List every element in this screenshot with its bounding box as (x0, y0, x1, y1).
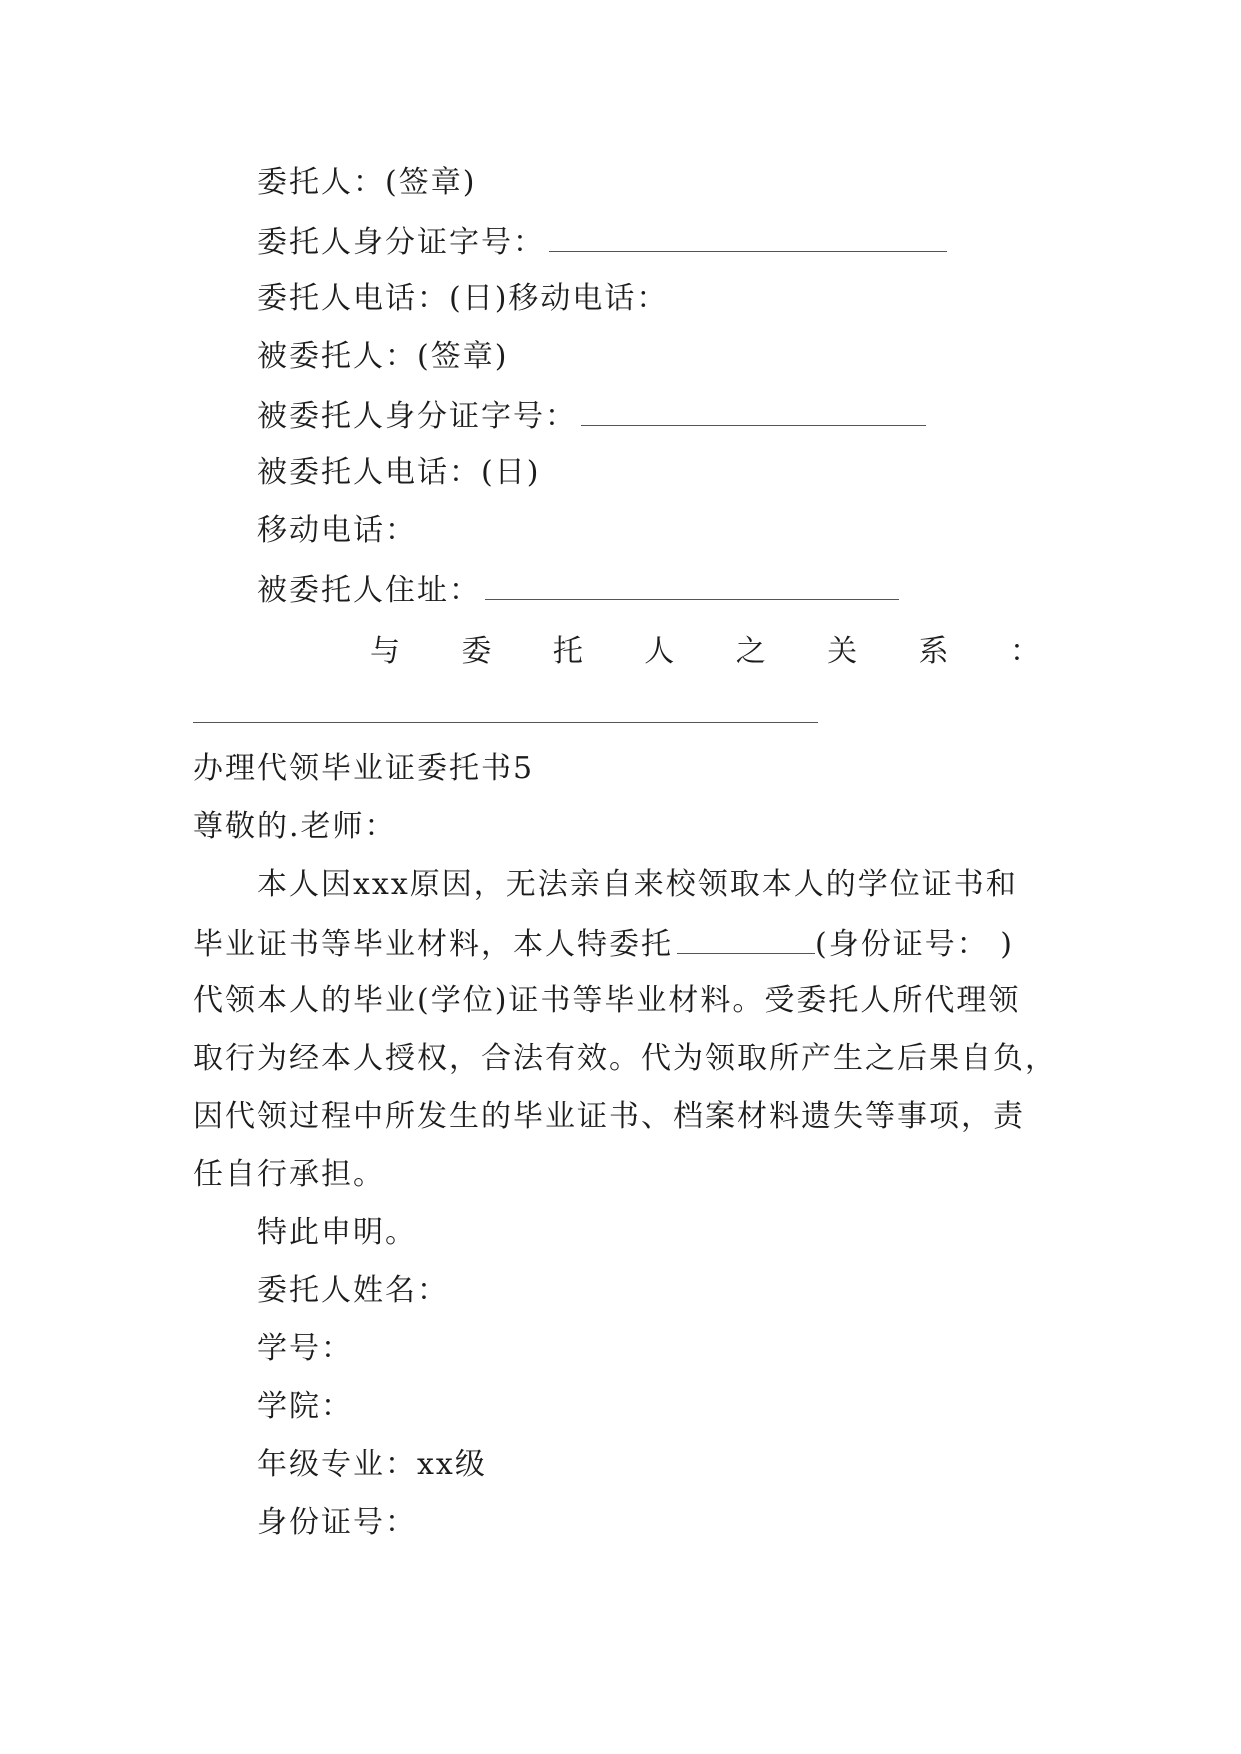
relation-char: 委 (461, 634, 492, 669)
client-signature-line: 委托人：(签章) (257, 165, 477, 200)
client-phone-line: 委托人电话：(日)移动电话： (257, 281, 669, 316)
section-title: 办理代领毕业证委托书5 (193, 751, 535, 786)
declaration: 特此申明。 (257, 1215, 417, 1250)
field-college: 学院： (257, 1389, 353, 1424)
agent-signature-line: 被委托人：(签章) (257, 339, 509, 374)
paragraph-line: 取行为经本人授权，合法有效。代为领取所产生之后果自负， (193, 1041, 1057, 1076)
relation-char: 与 (370, 634, 400, 669)
relation-char: 之 (735, 634, 766, 669)
relation-blank-rule (193, 722, 818, 723)
paragraph-line: 代领本人的毕业(学位)证书等毕业材料。受委托人所代理领 (193, 983, 1021, 1018)
paragraph-text: (身份证号： ) (815, 927, 1014, 962)
agent-address-label: 被委托人住址： (257, 573, 481, 608)
relation-char: 人 (644, 634, 675, 669)
agent-id-line (257, 395, 926, 437)
paragraph-line: 任自行承担。 (193, 1157, 385, 1192)
relation-char: 托 (552, 634, 583, 669)
client-id-line (257, 221, 947, 263)
agent-id-blank (581, 395, 926, 426)
paragraph-text: 毕业证书等毕业材料，本人特委托 (193, 927, 673, 962)
relation-char: ： (1009, 634, 1040, 669)
agent-id-label: 被委托人身分证字号： (257, 399, 577, 434)
field-id-card: 身份证号： (257, 1505, 417, 1540)
client-id-label: 委托人身分证字号： (257, 225, 545, 260)
agent-mobile-line: 移动电话： (257, 513, 417, 548)
relation-char: 关 (827, 634, 858, 669)
relation-line (370, 632, 1040, 672)
client-id-blank (549, 221, 947, 252)
agent-address-line (257, 569, 899, 611)
field-client-name: 委托人姓名： (257, 1273, 449, 1308)
relation-char: 系 (918, 634, 949, 669)
greeting: 尊敬的.老师： (193, 809, 397, 844)
paragraph-line: 本人因xxx原因，无法亲自来校领取本人的学位证书和 (257, 867, 1018, 902)
field-student-id: 学号： (257, 1331, 353, 1366)
agent-address-blank (485, 569, 899, 600)
agent-name-blank (677, 923, 815, 954)
field-grade-major: 年级专业：xx级 (257, 1447, 487, 1482)
agent-phone-line: 被委托人电话：(日) (257, 455, 541, 490)
paragraph-line: 因代领过程中所发生的毕业证书、档案材料遗失等事项，责 (193, 1099, 1025, 1134)
paragraph-line (193, 923, 1014, 965)
